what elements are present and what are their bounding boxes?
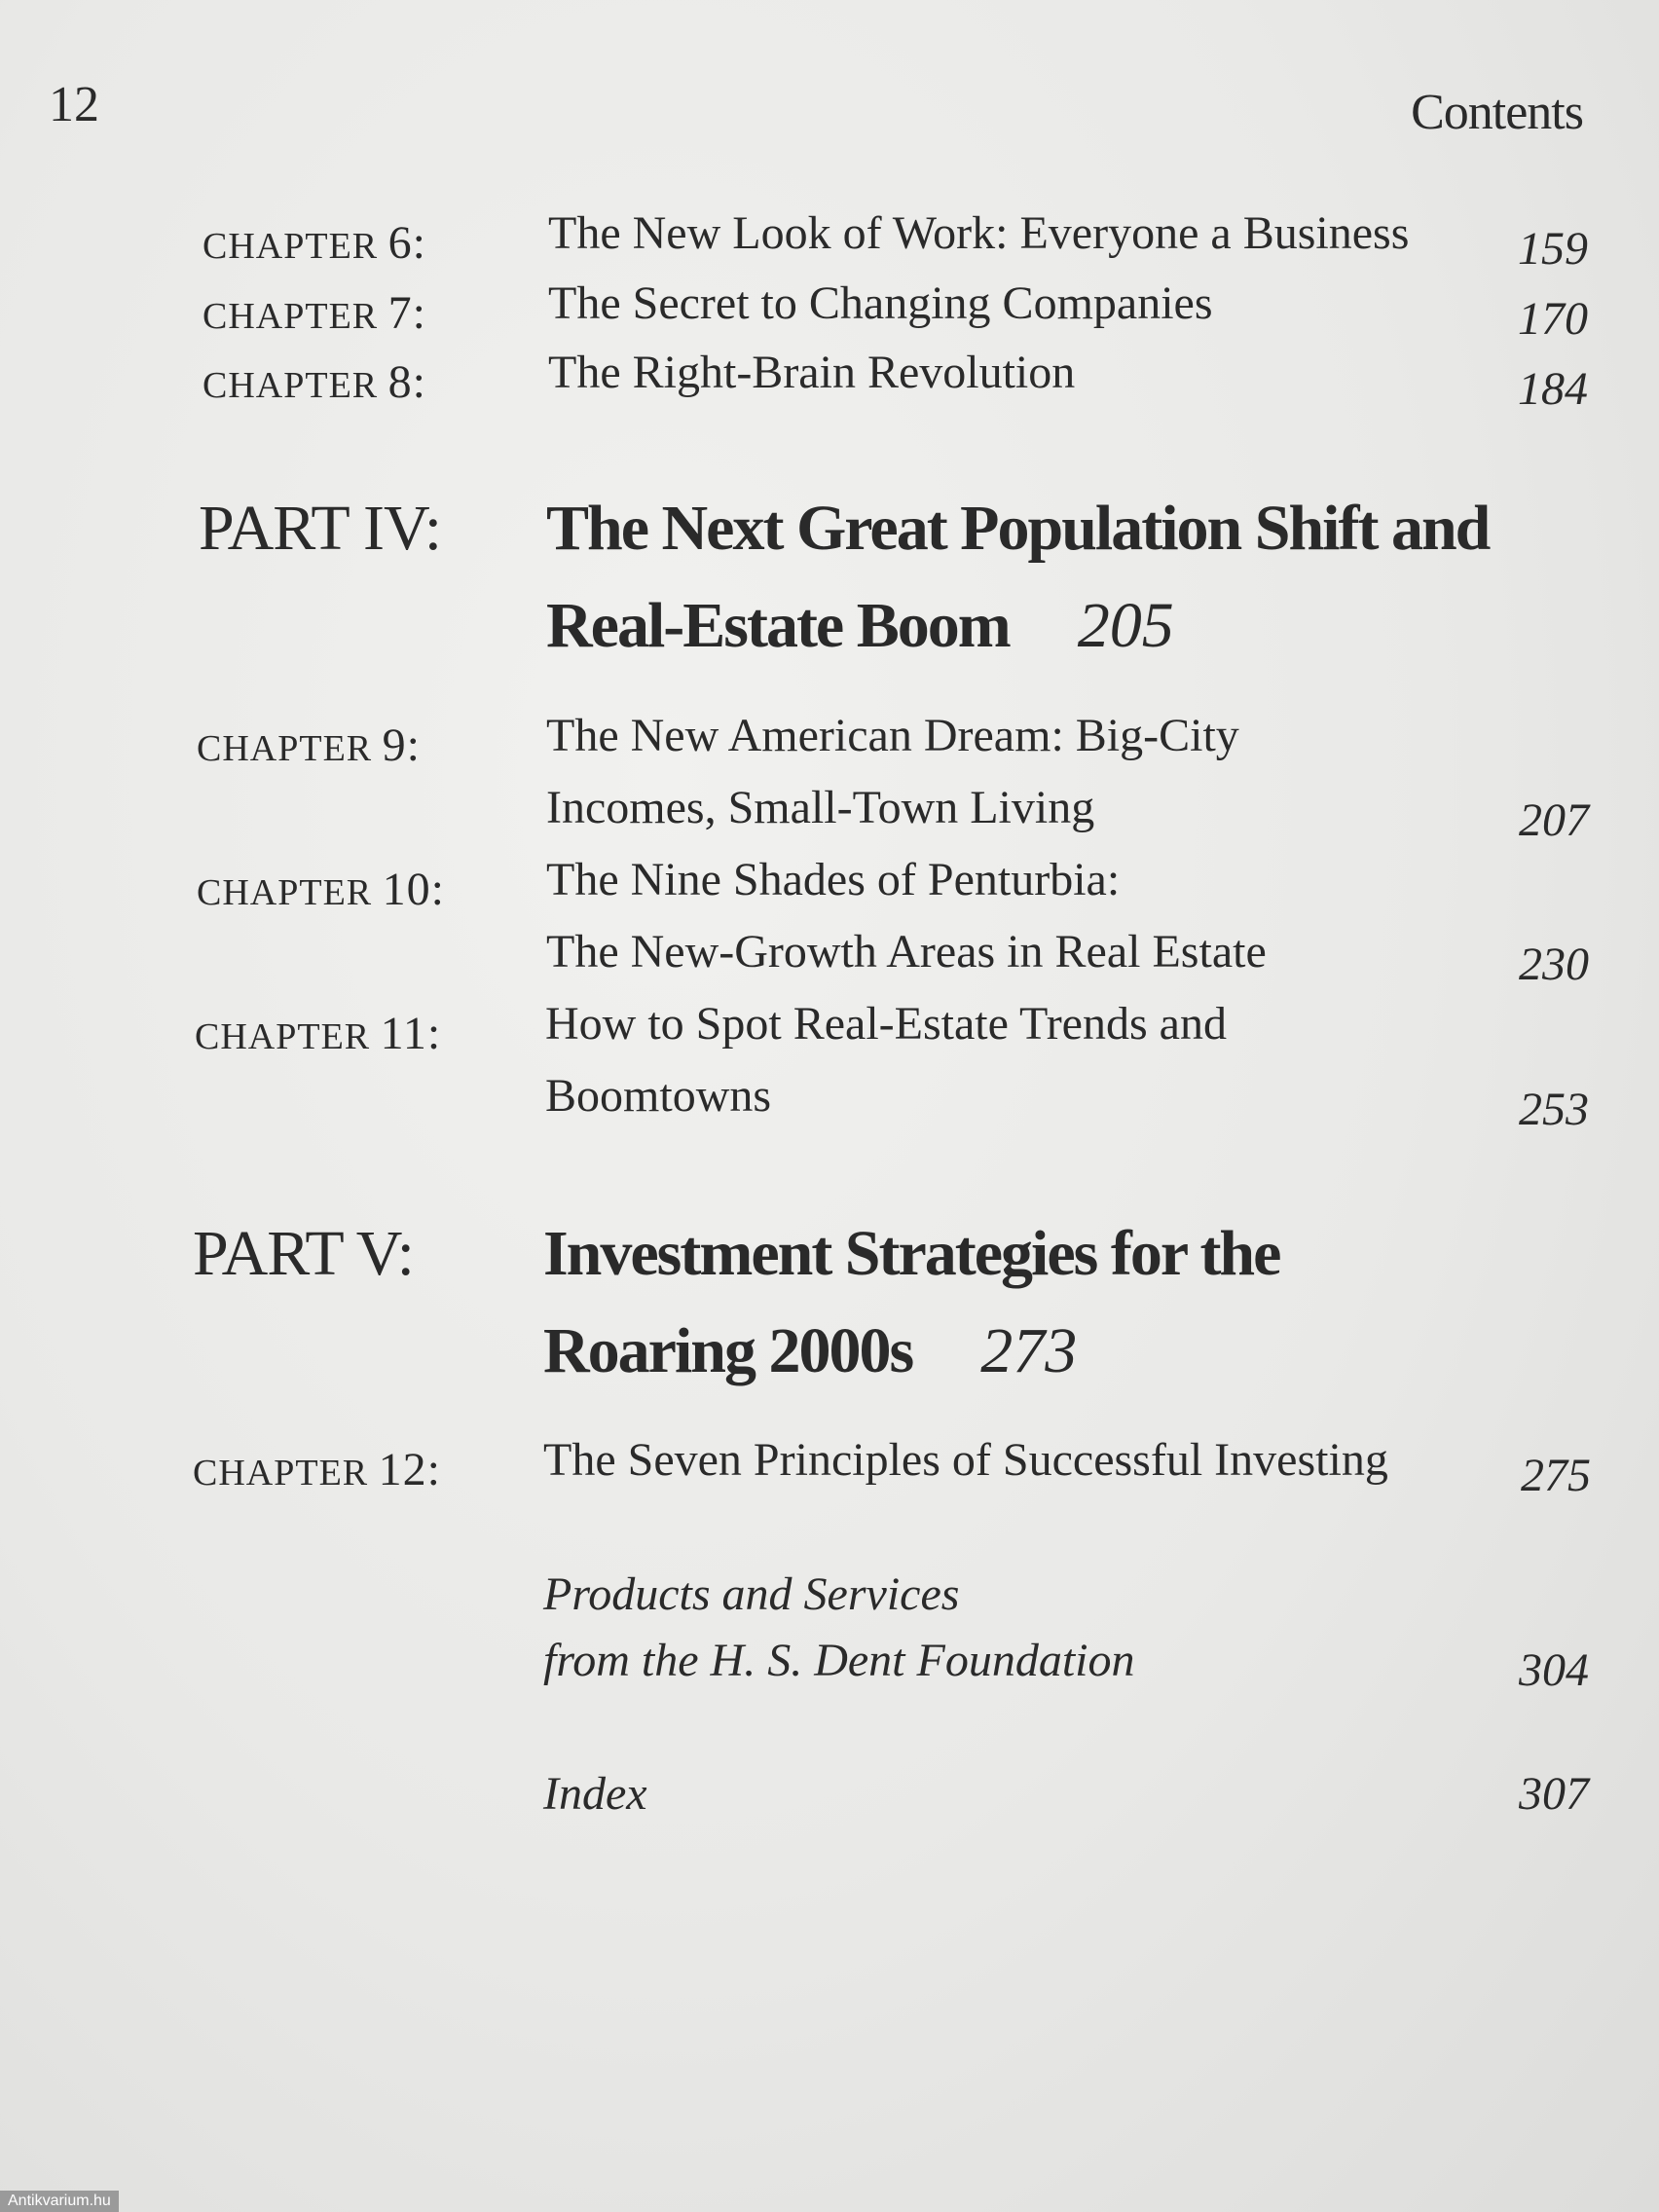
products-title-line2: from the H. S. Dent Foundation [543, 1635, 1135, 1686]
chapter-11-title-line1: How to Spot Real-Estate Trends and [545, 998, 1227, 1050]
index-title: Index [543, 1768, 647, 1820]
products-page: 304 [1519, 1644, 1589, 1696]
chapter-11-page: 253 [1519, 1084, 1589, 1135]
part-5-title-line2: Roaring 2000s 273 [543, 1315, 1078, 1386]
running-head: Contents [1411, 85, 1583, 140]
page-number: 12 [49, 77, 99, 132]
chapter-7-label: CHAPTER 7: [203, 287, 426, 339]
chapter-10-page: 230 [1519, 939, 1589, 990]
chapter-12-label: CHAPTER 12: [193, 1444, 441, 1495]
chapter-12-page: 275 [1521, 1450, 1591, 1501]
part-4-page: 205 [1077, 590, 1174, 661]
part-4-title-line2: Real-Estate Boom 205 [546, 590, 1174, 661]
chapter-6-label: CHAPTER 6: [203, 217, 426, 269]
chapter-11-label: CHAPTER 11: [195, 1008, 442, 1059]
chapter-8-label: CHAPTER 8: [203, 356, 426, 408]
chapter-9-title-line2: Incomes, Small-Town Living [546, 782, 1095, 833]
part-5-page: 273 [980, 1315, 1078, 1386]
part-4-label: PART IV: [199, 493, 442, 564]
chapter-8-title: The Right-Brain Revolution [548, 347, 1076, 398]
part-4-title-line1: The Next Great Population Shift and [546, 493, 1490, 564]
chapter-11-title-line2: Boomtowns [545, 1070, 772, 1122]
index-page: 307 [1519, 1768, 1589, 1820]
chapter-7-page: 170 [1518, 293, 1588, 345]
chapter-9-label: CHAPTER 9: [197, 719, 421, 771]
chapter-9-page: 207 [1519, 794, 1589, 846]
products-title-line1: Products and Services [543, 1568, 960, 1620]
chapter-6-title: The New Look of Work: Everyone a Business [548, 207, 1410, 259]
chapter-10-label: CHAPTER 10: [197, 864, 445, 915]
chapter-9-title-line1: The New American Dream: Big-City [546, 710, 1239, 761]
chapter-12-title: The Seven Principles of Successful Investing [543, 1434, 1388, 1486]
watermark: Antikvarium.hu [0, 2191, 119, 2212]
chapter-7-title: The Secret to Changing Companies [548, 277, 1213, 329]
part-5-label: PART V: [193, 1218, 414, 1289]
part-5-title-line1: Investment Strategies for the [543, 1218, 1280, 1289]
chapter-10-title-line2: The New-Growth Areas in Real Estate [546, 926, 1267, 977]
chapter-8-page: 184 [1518, 363, 1588, 415]
chapter-6-page: 159 [1518, 223, 1588, 275]
chapter-10-title-line1: The Nine Shades of Penturbia: [546, 854, 1121, 905]
